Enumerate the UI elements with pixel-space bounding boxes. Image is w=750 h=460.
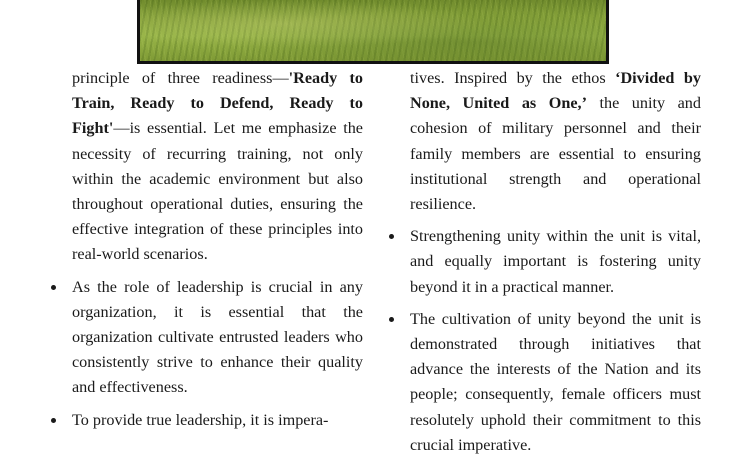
grass-field-image [140, 0, 606, 61]
left-intro-bold: 'Ready to Train, Ready to Defend, Ready to Fight' [72, 69, 363, 138]
list-item: Strengthening unity within the unit is vital, and equally important is fostering unity beyond it in a practical manner. [410, 224, 701, 300]
left-intro-text-1: principle of three readiness— [72, 69, 289, 87]
left-intro-text-2: —is essential. Let me emphasize the necessity of recurring training, not only within the academic environment but also throughout operational duties, ensuring the effective integration of these principles into real-world scenarios. [72, 119, 363, 264]
left-intro-paragraph [72, 66, 363, 268]
right-column [410, 66, 701, 458]
list-item: To provide true leadership, it is impera- [72, 408, 363, 433]
left-bullet-list [72, 275, 363, 433]
list-item: The cultivation of unity beyond the unit is demonstrated through initiatives that advance the interests of the Nation and its people; consequently, female officers must resolutely uphold their commitment to this crucial imperative. [410, 307, 701, 458]
right-intro-text-1: tives. Inspired by the ethos [410, 69, 616, 87]
right-intro-bold: ‘Divided by None, United as One,’ [410, 69, 701, 113]
header-photo [137, 0, 609, 64]
list-item: As the role of leadership is crucial in any organization, it is essential that the organization cultivate entrusted leaders who consistently strive to enhance their quality and effectiveness. [72, 275, 363, 401]
right-intro-text-2: the unity and cohesion of military personnel and their family members are essential to ensuring institutional strength and operational resilience. [410, 94, 701, 214]
right-intro-paragraph [410, 66, 701, 217]
left-column [72, 66, 363, 433]
right-bullet-list [410, 224, 701, 458]
